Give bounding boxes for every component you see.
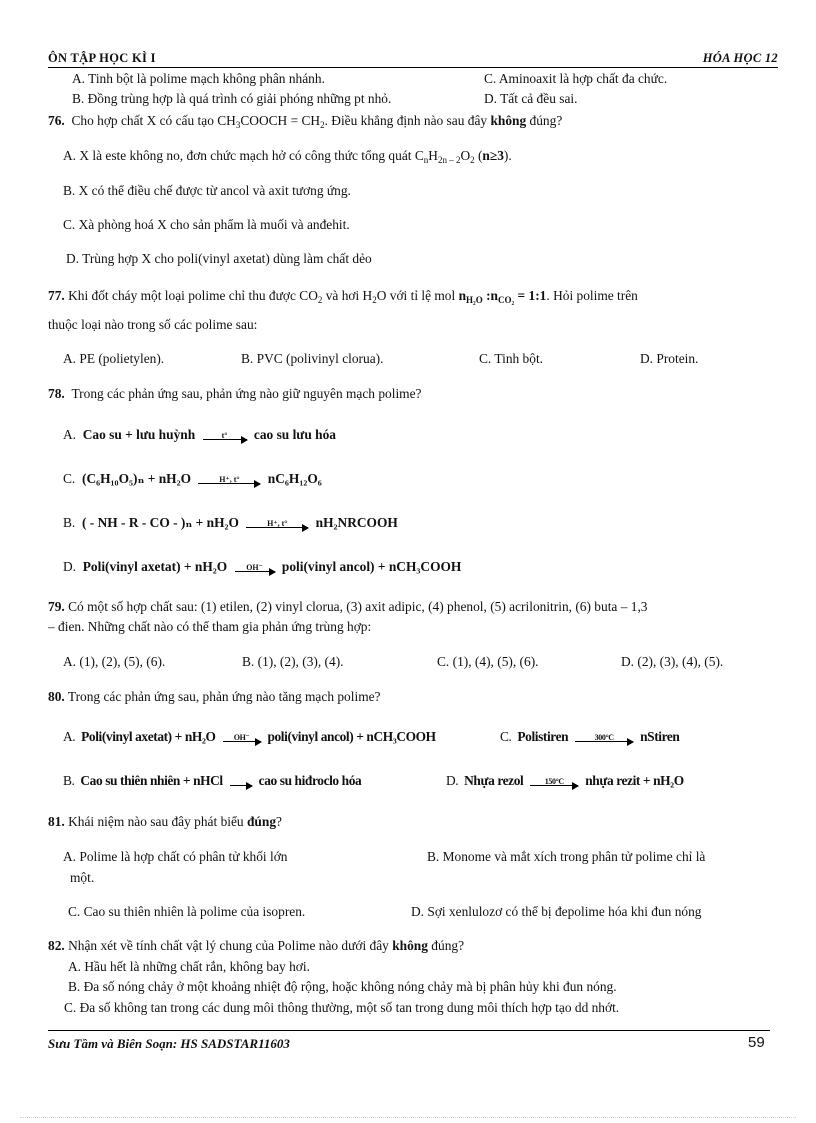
q76-a-sub: 2 [470, 155, 475, 165]
q81-stem-bold: đúng [246, 814, 277, 829]
q81-stem-text: Khái niệm nào sau đây phát biểu [68, 814, 247, 829]
reaction-arrow-icon [203, 431, 247, 441]
q77-stem [48, 287, 638, 304]
q75-option-b: B. Đồng trùng hợp là quá trình có giải phóng những pt nhỏ. [72, 91, 392, 106]
q82-stem-text: Nhận xét về tính chất vật lý chung của Polime nào dưới đây [68, 938, 393, 953]
q80-stem-text: Trong các phản ứng sau, phản ứng nào tăng mạch polime? [67, 689, 381, 704]
q82-stem [48, 937, 464, 954]
q78-a-products: cao su lưu hóa [253, 427, 336, 442]
page-number: 59 [748, 1034, 765, 1051]
q80-a-reactants: Poli(vinyl axetat) + nH₂O [81, 729, 216, 744]
q77-option-d: D. Protein. [640, 351, 699, 366]
q78-b-label: B. [63, 515, 76, 530]
q78-c-products: nC₆H₁₂O₆ [267, 471, 322, 486]
q80-option-c [500, 728, 679, 745]
q80-b-reactants: Cao su thiên nhiên + nHCl [80, 773, 223, 788]
q77-option-a: A. PE (polietylen). [63, 351, 165, 366]
header-rule [48, 67, 778, 68]
page-edge-dotted-line [20, 1117, 796, 1118]
q78-d-products: poli(vinyl ancol) + nCH₃COOH [281, 559, 462, 574]
q76-a-text: H [428, 148, 438, 163]
q77-stem-part: và hơi H [322, 288, 373, 303]
q78-b-products: nH₂NRCOOH [315, 515, 398, 530]
q78-option-c [63, 470, 322, 487]
q78-b-reactants: ( - NH - R - CO - )ₙ + nH₂O [81, 515, 239, 530]
q78-c-reactants: (C₆H₁₀O₅)ₙ + nH₂O [81, 471, 192, 486]
q76-stem-part: đúng? [526, 113, 563, 128]
q78-option-a [63, 426, 336, 443]
q77-ratio [459, 288, 547, 303]
q76-option-c: C. Xà phòng hoá X cho sản phẩm là muối và anđehit. [63, 217, 350, 232]
q78-d-label: D. [63, 559, 77, 574]
q75-option-c: C. Aminoaxit là hợp chất đa chức. [484, 71, 668, 86]
q80-option-d [446, 772, 684, 789]
reaction-arrow-icon [530, 777, 578, 787]
q77-ratio-sub: H₂O [466, 295, 483, 305]
q81-option-c: C. Cao su thiên nhiên là polime của isopren. [68, 904, 306, 919]
q77-stem-part: . Hỏi polime trên [546, 288, 638, 303]
q81-option-a: A. Polime là hợp chất có phân tử khối lớn [63, 849, 288, 864]
q79-stem-text: Có một số hợp chất sau: (1) etilen, (2) vinyl clorua, (3) axit adipic, (4) phenol, (5) acrilonitrin, (6) buta – 1,3 [68, 599, 648, 614]
q81-stem [48, 813, 282, 830]
q78-a-reactants: Cao su + lưu huỳnh [82, 427, 196, 442]
page-header [48, 51, 778, 67]
arrow-condition: H⁺, t° [267, 519, 288, 529]
q76-number: 76. [48, 113, 65, 128]
q80-d-reactants: Nhựa rezol [464, 773, 524, 788]
q78-number: 78. [48, 386, 65, 401]
q80-d-products: nhựa rezit + nH₂O [585, 773, 684, 788]
arrow-condition: 300°C [594, 733, 614, 743]
q80-b-label: B. [63, 773, 75, 788]
q79-stem [48, 598, 648, 615]
q76-sub: 3 [235, 120, 241, 130]
q77-stem-line2: thuộc loại nào trong số các polime sau: [48, 317, 258, 332]
q76-a-text: O [460, 148, 471, 163]
footer-credit: Sưu Tầm và Biên Soạn: HS SADSTAR11603 [48, 1036, 290, 1051]
q78-d-reactants: Poli(vinyl axetat) + nH₂O [82, 559, 228, 574]
q76-stem [48, 112, 562, 129]
q76-a-sub: 2n – 2 [437, 155, 461, 165]
reaction-arrow-icon [230, 781, 252, 782]
q81-option-a-cont: một. [70, 870, 95, 885]
arrow-condition: H⁺, t° [219, 475, 240, 485]
q78-stem [48, 385, 421, 402]
q79-number: 79. [48, 599, 65, 614]
header-subject: HÓA HỌC 12 [702, 51, 778, 65]
q79-option-a: A. (1), (2), (5), (6). [63, 654, 166, 669]
q77-ratio-part: n [458, 288, 467, 303]
q76-option-d: D. Trùng hợp X cho poli(vinyl axetat) dùng làm chất dẻo [66, 251, 372, 266]
q82-stem-text: đúng? [427, 938, 465, 953]
q77-option-c: C. Tinh bột. [479, 351, 544, 366]
q76-a-sub: n [423, 155, 429, 165]
q82-option-a: A. Hầu hết là những chất rắn, không bay hơi. [68, 959, 310, 974]
q79-stem-line2: – đien. Những chất nào có thể tham gia phản ứng trùng hợp: [48, 619, 372, 634]
q76-a-text: A. X là este không no, đơn chức mạch hở có công thức tổng quát C [63, 148, 424, 163]
reaction-arrow-icon [246, 519, 308, 529]
reaction-arrow-icon [575, 733, 633, 743]
q77-sub: 2 [372, 295, 377, 305]
arrow-condition: t° [221, 431, 228, 441]
reaction-arrow-icon [223, 733, 261, 743]
q81-number: 81. [48, 814, 65, 829]
q82-option-c: C. Đa số không tan trong các dung môi thông thường, một số tan trong dung môi thích hợp tạo dd nhớt. [64, 1000, 620, 1015]
q78-c-label: C. [63, 471, 76, 486]
q78-a-label: A. [63, 427, 77, 442]
q80-b-products: cao su hiđroclo hóa [258, 773, 362, 788]
q80-c-label: C. [500, 729, 512, 744]
q76-stem-part: COOCH = CH [240, 113, 321, 128]
q79-option-b: B. (1), (2), (3), (4). [242, 654, 344, 669]
q81-option-b: B. Monome và mắt xích trong phân tử polime chỉ là [427, 849, 706, 864]
q76-option-a [63, 147, 512, 164]
arrow-condition: OH⁻ [246, 563, 263, 573]
q80-d-label: D. [446, 773, 459, 788]
q76-stem-bold: không [490, 113, 527, 128]
q81-option-d: D. Sợi xenlulozơ có thể bị đepolime hóa khi đun nóng [411, 904, 702, 919]
q77-ratio-part: = 1:1 [514, 288, 547, 303]
q77-ratio-part: :n [482, 288, 498, 303]
q75-option-d: D. Tất cả đều sai. [484, 91, 578, 106]
q81-stem-text: ? [276, 814, 282, 829]
footer-rule [48, 1030, 770, 1031]
q76-a-text: ( [474, 148, 483, 163]
arrow-condition: OH⁻ [233, 733, 250, 743]
q80-stem [48, 688, 381, 705]
reaction-arrow-icon [198, 475, 260, 485]
q80-a-products: poli(vinyl ancol) + nCH₃COOH [267, 729, 436, 744]
q77-stem-part: Khi đốt cháy một loại polime chỉ thu được CO [68, 288, 318, 303]
q77-option-b: B. PVC (polivinyl clorua). [241, 351, 384, 366]
q78-stem-text: Trong các phản ứng sau, phản ứng nào giữ nguyên mạch polime? [71, 386, 422, 401]
q76-a-text: ). [503, 148, 512, 163]
q80-number: 80. [48, 689, 65, 704]
q82-stem-bold: không [392, 938, 428, 953]
q77-sub: 2 [317, 295, 323, 305]
q80-a-label: A. [63, 729, 76, 744]
header-title: ÔN TẬP HỌC KÌ I [48, 51, 156, 65]
q76-stem-part: . Điều khẳng định nào sau đây [324, 113, 491, 128]
q77-number: 77. [48, 288, 65, 303]
q75-option-a: A. Tinh bột là polime mạch không phân nhánh. [72, 71, 325, 86]
q76-option-b: B. X có thể điều chế được từ ancol và axit tương ứng. [63, 183, 351, 198]
q77-ratio-sub: CO₂ [498, 295, 515, 305]
q80-option-a [63, 728, 436, 745]
reaction-arrow-icon [235, 563, 275, 573]
q78-option-b [63, 514, 398, 531]
q80-c-reactants: Polistiren [517, 729, 569, 744]
q79-option-d: D. (2), (3), (4), (5). [621, 654, 724, 669]
q76-sub: 2 [320, 120, 325, 130]
q78-option-d [63, 558, 461, 575]
q76-stem-part: Cho hợp chất X có cấu tạo CH [71, 113, 236, 128]
q82-option-b: B. Đa số nóng chảy ở một khoảng nhiệt độ rộng, hoặc không nóng chảy mà bị phân hủy khi đun nóng. [68, 979, 617, 994]
q76-a-bold: n≥3 [482, 148, 504, 163]
q80-c-products: nStiren [640, 729, 680, 744]
q79-option-c: C. (1), (4), (5), (6). [437, 654, 539, 669]
q82-number: 82. [48, 938, 65, 953]
arrow-condition: 150°C [544, 777, 564, 787]
q77-stem-part: O với tỉ lệ mol [376, 288, 459, 303]
q80-option-b [63, 772, 361, 789]
